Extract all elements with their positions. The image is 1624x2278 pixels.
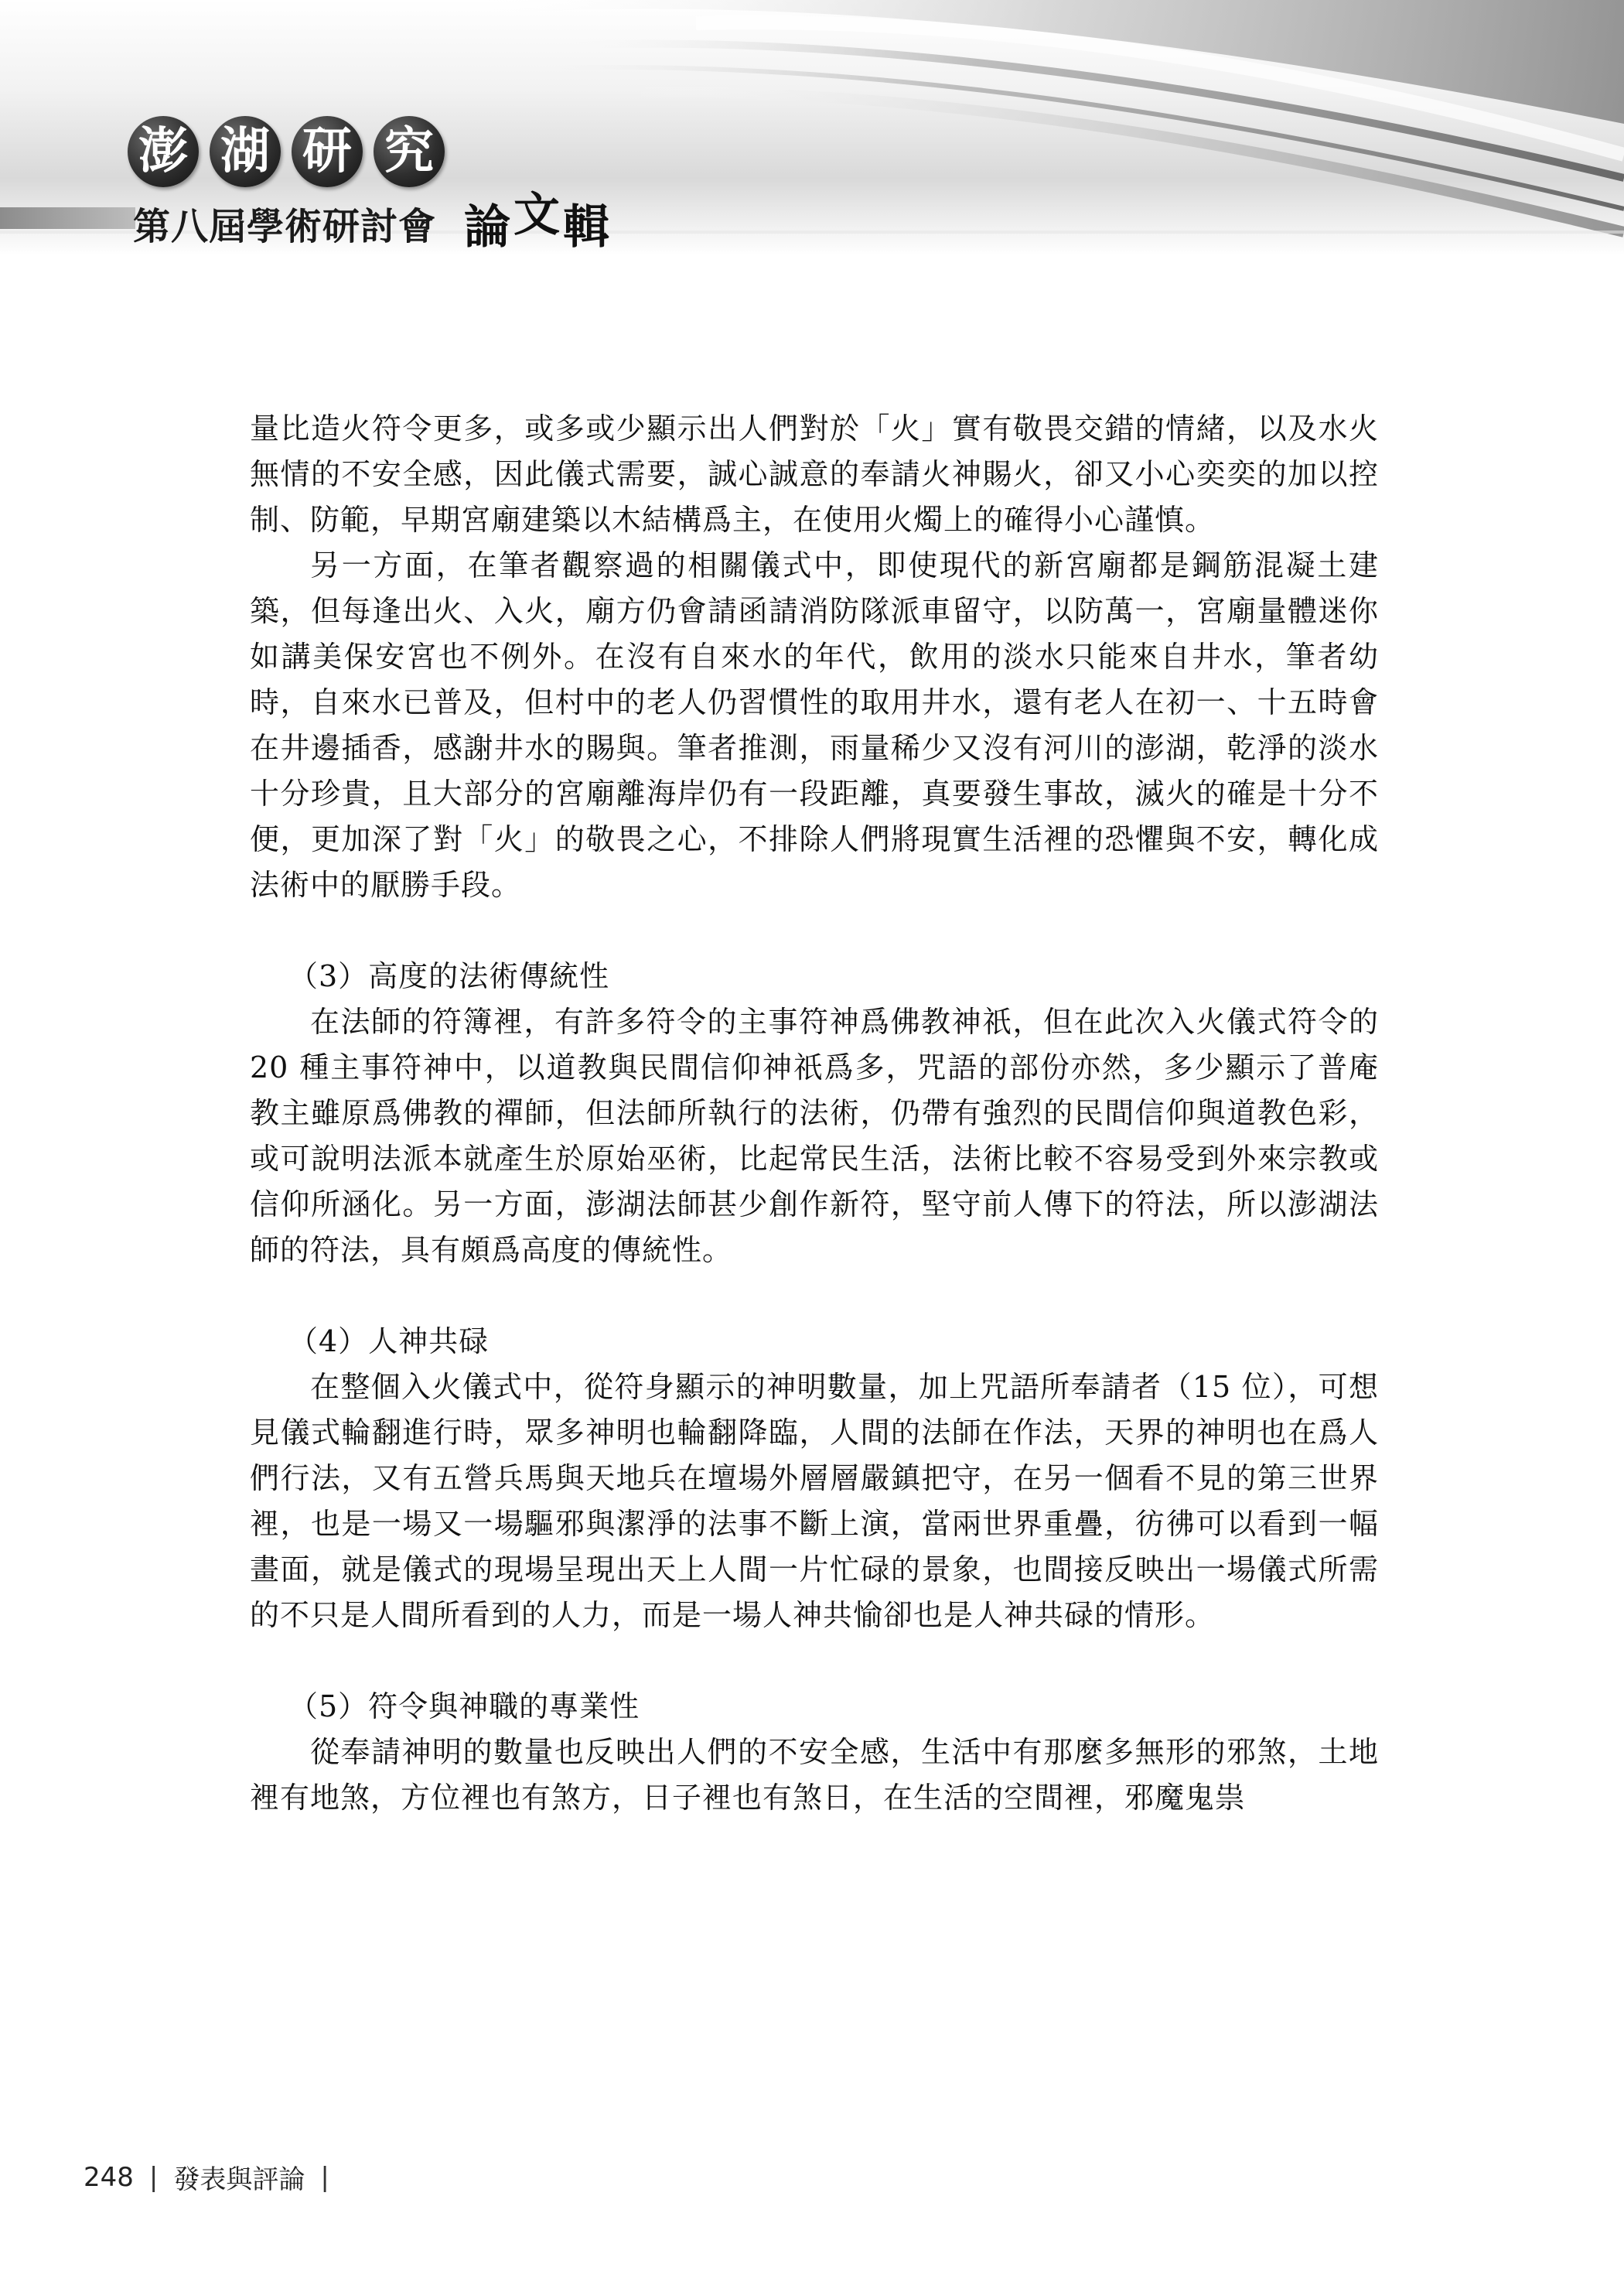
title-char-1: 論: [464, 200, 513, 254]
article-body: [250, 406, 1379, 1821]
logo-char-4: 究: [374, 116, 445, 187]
section-paragraph: 在整個入火儀式中，從符身顯示的神明數量，加上咒語所奉請者（15 位），可想見儀式輪翻進行時，眾多神明也輪翻降臨，人間的法師在作法，天界的神明也在爲人們行法，又有五營兵馬與天地兵在壇場外層層嚴鎮把守，在另一個看不見的第三世界裡，也是一場又一場驅邪與潔淨的法事不斷上演，當兩世界重疊，彷彿可以看到一幅畫面，就是儀式的現場呈現出天上人間一片忙碌的景象，也間接反映出一場儀式所需的不只是人間所看到的人力，而是一場人神共愉卻也是人神共碌的情形。: [250, 1370, 1379, 1632]
page-footer: [84, 2158, 329, 2196]
header-subtitle-row: [0, 188, 773, 254]
header-banner: [0, 0, 1624, 255]
logo-char-2: 湖: [210, 116, 281, 187]
proceedings-title: [464, 190, 612, 255]
subtitle-accent-bar: [0, 207, 135, 229]
title-char-3: 輯: [563, 200, 612, 254]
section-spacer: [250, 1638, 1379, 1684]
section-spacer: [250, 1273, 1379, 1319]
section-heading: （5）符令與神職的專業性: [288, 1689, 640, 1723]
section-heading: （3）高度的法術傳統性: [288, 959, 610, 993]
body-paragraph: 另一方面，在筆者觀察過的相關儀式中，即使現代的新宮廟都是鋼筋混凝土建築，但每逢出火、入火，廟方仍會請函請消防隊派車留守，以防萬一，宮廟量體迷你如講美保安宮也不例外。在沒有自來水的年代，飲用的淡水只能來自井水，筆者幼時，自來水已普及，但村中的老人仍習慣性的取用井水，還有老人在初一、十五時會在井邊插香，感謝井水的賜與。筆者推測，雨量稀少又沒有河川的澎湖，乾淨的淡水十分珍貴，且大部分的宮廟離海岸仍有一段距離，真要發生事故，滅火的確是十分不便，更加深了對「火」的敬畏之心，不排除人們將現實生活裡的恐懼與不安，轉化成法術中的厭勝手段。: [250, 548, 1379, 902]
section-paragraph: 在法師的符簿裡，有許多符令的主事符神爲佛教神祇，但在此次入火儀式符令的 20 種主事符神中，以道教與民間信仰神祇爲多，咒語的部份亦然，多少顯示了普庵教主雖原爲佛教的禪師，但法師所執行的法術，仍帶有強烈的民間信仰與道教色彩，或可說明法派本就產生於原始巫術，比起常民生活，法術比較不容易受到外來宗教或信仰所涵化。另一方面，澎湖法師甚少創作新符，堅守前人傳下的符法，所以澎湖法師的符法，具有頗爲高度的傳統性。: [250, 1005, 1379, 1267]
logo-char-1: 澎: [128, 116, 199, 187]
footer-separator: |: [148, 2161, 159, 2193]
section-heading: （4）人神共碌: [288, 1324, 490, 1358]
body-paragraph: 量比造火符令更多，或多或少顯示出人們對於「火」實有敬畏交錯的情緒，以及水火無情的不安全感，因此儀式需要，誠心誠意的奉請火神賜火，卻又小心奕奕的加以控制、防範，早期宮廟建築以木結構爲主，在使用火燭上的確得小心謹慎。: [250, 412, 1379, 537]
page-number: 248: [84, 2161, 134, 2193]
section-spacer: [250, 908, 1379, 954]
logo-char-3: 研: [292, 116, 363, 187]
conference-subtitle: 第八屆學術研討會: [133, 205, 437, 248]
title-char-2: 文: [513, 188, 563, 242]
footer-separator: |: [320, 2161, 329, 2193]
footer-section-label: 發表與評論: [173, 2164, 305, 2195]
section-paragraph: 從奉請神明的數量也反映出人們的不安全感，生活中有那麼多無形的邪煞，土地裡有地煞，方位裡也有煞方，日子裡也有煞日，在生活的空間裡，邪魔鬼祟: [250, 1735, 1379, 1815]
journal-logo: [128, 116, 445, 187]
